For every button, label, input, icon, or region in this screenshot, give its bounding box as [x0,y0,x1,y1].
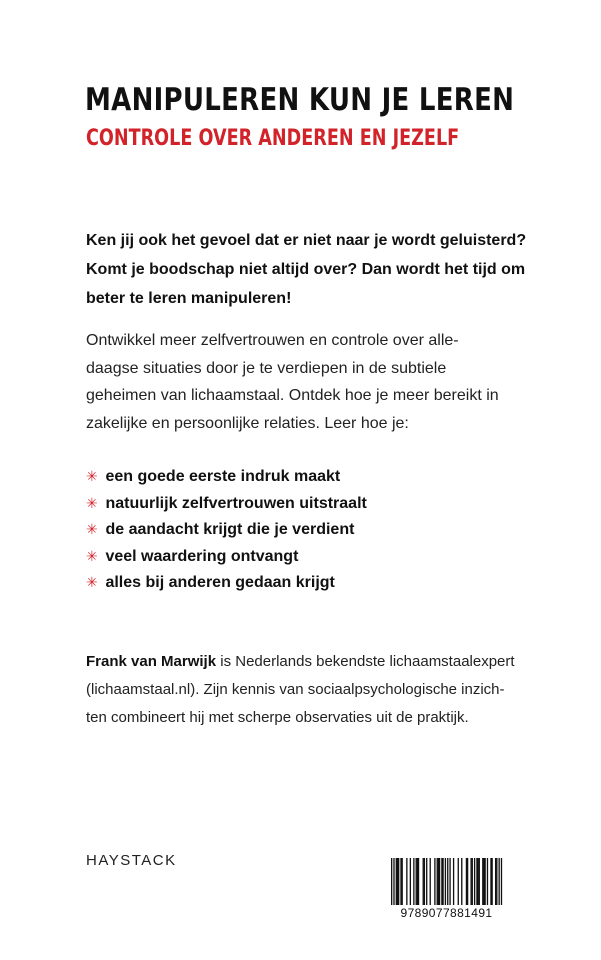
barcode-bar [472,858,473,906]
bio-line: Frank van Marwijk is Nederlands bekendste lichaamstaalexpert [86,653,515,670]
barcode [385,858,508,925]
barcode-bar [490,858,491,906]
intro-paragraph [86,226,536,313]
barcode-bar [491,858,492,906]
barcode-bar [467,858,468,906]
barcode-bar [453,858,454,906]
barcode-bar [461,858,462,906]
barcode-bar [470,858,471,906]
barcode-bar [458,858,459,906]
barcode-bar [438,858,439,906]
asterisk-icon: ✳ [86,521,98,537]
barcode-bar [479,858,480,906]
asterisk-icon: ✳ [86,547,98,564]
author-name: Frank van Marwijk [86,653,217,670]
barcode-bar [413,858,414,906]
barcode-bar [484,858,485,906]
bio-line: ten combineert hij met scherpe observaties uit de praktijk. [86,709,469,726]
list-item: ✳ natuurlijk zelfvertrouwen uitstraalt [86,490,367,517]
description-line: daagse situaties door je te verdiepen in de subtiele [86,359,447,377]
barcode-bar [495,858,496,906]
description-line: zakelijke en persoonlijke relaties. Leer hoe je: [86,414,409,432]
asterisk-icon: ✳ [86,468,98,484]
author-bio [86,648,515,732]
list-item: ✳ de aandacht krijgt die je verdient [86,516,367,543]
barcode-bar [402,858,403,906]
isbn-number: 9789077881491 [385,905,508,921]
list-item: ✳ een goede eerste indruk maakt [86,463,367,490]
barcode-bar [483,858,484,906]
barcode-bar [393,858,394,906]
description-line: geheimen van lichaamstaal. Ontdek hoe je meer bereikt in [86,387,499,404]
barcode-bar [498,858,499,906]
list-item: ✳ veel waardering ontvangt [86,543,367,570]
barcode-bar [476,858,477,906]
barcode-bar [391,858,392,906]
barcode-bar [482,858,483,906]
barcode-bar [423,858,424,906]
barcode-bar [426,858,427,906]
barcode-bar [418,858,419,906]
list-item: ✳ alles bij anderen gedaan krijgt [86,569,367,596]
barcode-bar [441,858,442,906]
barcode-bar [466,858,467,906]
book-subtitle: CONTROLE OVER ANDEREN EN JEZELF [86,126,460,151]
benefit-list [86,463,367,596]
publisher-logo: HAYSTACK [86,852,177,869]
description-line: Ontwikkel meer zelfvertrouwen en controle over alle- [86,332,459,349]
barcode-bar [430,858,431,906]
asterisk-icon: ✳ [86,574,98,590]
barcode-bar [447,858,448,906]
barcode-bar [398,858,399,906]
barcode-bar [445,858,446,906]
barcode-bar [406,858,407,906]
barcode-bar [501,858,502,906]
barcode-bar [437,858,438,906]
barcode-bar [397,858,398,906]
barcode-bar [439,858,440,906]
barcode-bar [416,858,417,906]
barcode-bar [434,858,435,906]
barcode-bar [474,858,475,906]
barcode-bar [449,858,450,906]
intro-line: beter te leren manipuleren! [86,290,292,307]
barcode-bar [496,858,497,906]
barcode-bar [410,858,411,906]
asterisk-icon: ✳ [86,494,98,511]
intro-line: Komt je boodschap niet altijd over? Dan wordt het tijd om [86,261,526,278]
barcode-bar [442,858,443,906]
intro-line: Ken jij ook het gevoel dat er niet naar je wordt geluisterd? [86,232,527,249]
barcode-bar [396,858,397,906]
barcode-bar [417,858,418,906]
barcode-bar [400,858,401,906]
book-title: MANIPULEREN KUN JE LEREN [85,82,515,118]
bio-line: (lichaamstaal.nl). Zijn kennis van sociaalpsychologische inzich- [86,681,505,698]
barcode-bar [424,858,425,906]
barcode-bar [487,858,488,906]
description-paragraph [86,327,536,437]
barcode-bar [477,858,478,906]
